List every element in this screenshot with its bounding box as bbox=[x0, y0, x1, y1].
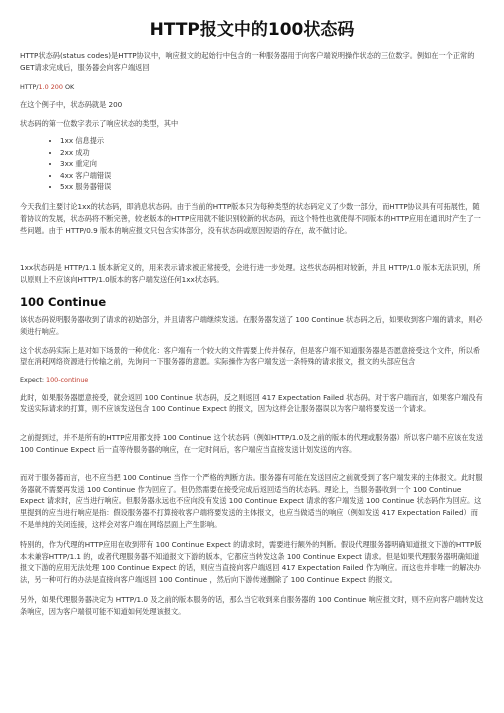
status-reason: OK bbox=[62, 83, 75, 92]
list-item: • 4xx 客户端错误 bbox=[60, 170, 484, 181]
expect-header-example bbox=[20, 375, 484, 385]
status-type-list bbox=[20, 135, 484, 192]
status-code: 200 bbox=[50, 83, 63, 92]
paragraph-scenario: 这个状态码实际上是对如下场景的一种优化：客户端有一个较大的文件需要上传并保存，但是客户端不知道服务器是否愿意接受这个文件，所以希望在消耗网络资源进行传输之前，先询问一下服务器的意愿。实际操作为客户端发送一条特殊的请求报文，报文的头部应包含 bbox=[20, 345, 481, 367]
paragraph-server-response: 此时，如果服务器愿意接受，就会返回 100 Continue 状态码，反之则返回 417 Expectation Failed 状态码。对于客户端而言，如果客户端没有发送实际请求的打算，则不应该发送包含 100 Continue Expect 的报文，因为这样会让服务器误以为客户端将要发送一个请求。 bbox=[20, 392, 483, 414]
list-item: • 5xx 服务器错误 bbox=[60, 181, 484, 192]
page-title: HTTP报文中的100状态码 bbox=[149, 20, 355, 40]
paragraph-proxy-old-versions: 另外，如果代理服务器决定为 HTTP/1.0 及之前的版本服务的话，那么当它收到来自服务器的 100 Continue 响应报文时，则不应向客户端转发这条响应，因为客户端很可能不知道如何处理该报文。 bbox=[20, 595, 484, 617]
expect-header-value: 100-continue bbox=[46, 375, 89, 384]
expect-header-key: Expect: bbox=[20, 375, 47, 384]
list-item: • 1xx 信息提示 bbox=[60, 135, 484, 146]
paragraph-server-side: 而对于服务器而言，也不应当把 100 Continue 当作一个严格的判断方法。服务器有可能在发送回应之前就受到了客户端发来的主体报文。此时服务器就不需要再发送 100 Continue 作为回应了。但仍然需要在接受完成后返回适当的状态码。理论上，当服务器收到一个 100 Continue Expect 请求时，应当进行响应。但服务器永远也不应向没有发送 100 Continue Expect 请求的客户端发送 100 Continue 状态码作为回应。这里提到的应当进行响应是指：假设服务器不打算接收客户端将要发送的主体报文，也应当做适当的响应（例如发送 417 Expectation Failed）而不是单纯的关闭连接，这样会对客户端在网络层面上产生影响。 bbox=[20, 473, 483, 529]
paragraph-client-behavior: 之前提到过，并不是所有的HTTP应用都支持 100 Continue 这个状态码（例如HTTP/1.0及之前的版本的代理或服务器）所以客户端不应该在发送 100 Continue Expect 后一直等待服务器的响应，在一定时间后，客户端应当直接发送计划发送的内容。 bbox=[20, 432, 483, 454]
paragraph-1xx: 今天我们主要讨论1xx的状态码，即消息状态码。由于当前的HTTP版本只为每种类型的状态码定义了少数一部分，而HTTP协议具有可拓展性，随着协议的发展，状态码将不断完善，较老版本的HTTP应用就不能识别较新的状态码，而这个特性也就使得不同版本的HTTP应用在通讯时产生了一些问题。由于 HTTP/0.9 版本的响应报文只包含实体部分，没有状态码或原因短语的存在，故不做讨论。 bbox=[20, 202, 481, 235]
status-200-note: 在这个例子中，状态码就是 200 bbox=[20, 100, 123, 110]
list-item: • 2xx 成功 bbox=[60, 147, 484, 158]
section-title-100-continue: 100 Continue bbox=[20, 295, 107, 310]
list-item: • 3xx 重定向 bbox=[60, 158, 484, 169]
paragraph-proxy: 特别的，作为代理的HTTP应用在收到带有 100 Continue Expect 的请求时，需要进行额外的判断。假设代理服务器明确知道报文下游的HTTP版本未兼容HTTP/1.1 的，或者代理服务器不知道报文下游的版本，它都应当转发这条 100 Continue Expect 请求。但是如果代理服务器明确知道报文下游的应用无法处理 100 Continue Expect 的话，则应当直接向客户端返回 417 Expectation Failed 作为响应。而这也并非唯一的解决办法，另一种可行的办法是直接向客户端返回 100 Continue ，然后向下游传递删除了 100 Continue Expect 的报文。 bbox=[20, 540, 482, 584]
status-version: 1.0 bbox=[38, 83, 49, 92]
status-line-example bbox=[20, 82, 484, 92]
intro-paragraph: HTTP状态码(status codes)是HTTP协议中，响应报文的起始行中包含的一种服务器用于向客户端说明操作状态的三位数字。例如在一个正常的GET请求完成后，服务器会向客户端返回 bbox=[20, 51, 475, 72]
paragraph-100-description: 该状态码说明服务器收到了请求的初始部分，并且请客户端继续发送。在服务器发送了 100 Continue 状态码之后，如果收到客户端的请求，则必须进行响应。 bbox=[20, 315, 483, 336]
status-prefix: HTTP/ bbox=[20, 83, 39, 92]
types-intro: 状态码的第一位数字表示了响应状态的类型，其中 bbox=[20, 118, 179, 128]
paragraph-1xx-new: 1xx状态码是 HTTP/1.1 版本新定义的，用来表示请求被正常接受，会进行进一步处理。这些状态码相对较新，并且 HTTP/1.0 版本无法识别，所以原则上不应该向HTTP/1.0版本的客户端发送任何1xx状态码。 bbox=[20, 263, 481, 284]
